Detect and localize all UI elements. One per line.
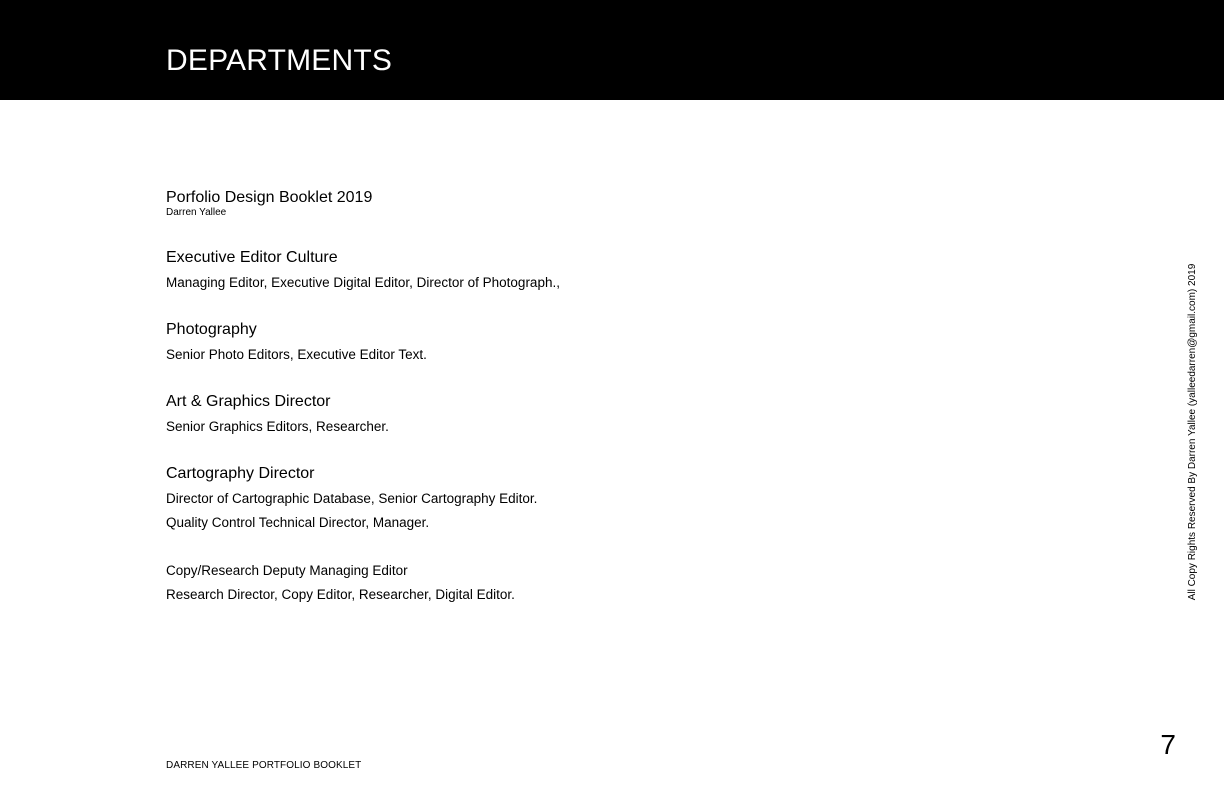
copyright-notice: All Copy Rights Reserved By Darren Yallee (yalleedarren@gmail.com) 2019 bbox=[1187, 263, 1198, 601]
dept-roles-photography: Senior Photo Editors, Executive Editor Text. bbox=[166, 347, 427, 362]
dept-roles-cartography-1: Director of Cartographic Database, Senior Cartography Editor. bbox=[166, 491, 538, 506]
dept-heading-executive-editor-culture: Executive Editor Culture bbox=[166, 249, 338, 266]
dept-roles-executive-editor-culture: Managing Editor, Executive Digital Editor, Director of Photograph., bbox=[166, 275, 560, 290]
dept-roles-cartography-2: Quality Control Technical Director, Manager. bbox=[166, 515, 430, 530]
dept-heading-photography: Photography bbox=[166, 321, 257, 338]
dept-roles-art-graphics: Senior Graphics Editors, Researcher. bbox=[166, 419, 389, 434]
footer-booklet-name: DARREN YALLEE PORTFOLIO BOOKLET bbox=[166, 760, 362, 771]
page-title: DEPARTMENTS bbox=[166, 44, 393, 77]
dept-roles-copy-research-2: Research Director, Copy Editor, Researcher, Digital Editor. bbox=[166, 587, 515, 602]
header-bar bbox=[0, 0, 1224, 100]
booklet-title: Porfolio Design Booklet 2019 bbox=[166, 189, 373, 206]
dept-roles-copy-research-1: Copy/Research Deputy Managing Editor bbox=[166, 563, 408, 578]
page-number: 7 bbox=[1160, 729, 1176, 760]
booklet-author: Darren Yallee bbox=[166, 207, 227, 218]
dept-heading-cartography: Cartography Director bbox=[166, 465, 315, 482]
dept-heading-art-graphics: Art & Graphics Director bbox=[166, 393, 331, 410]
